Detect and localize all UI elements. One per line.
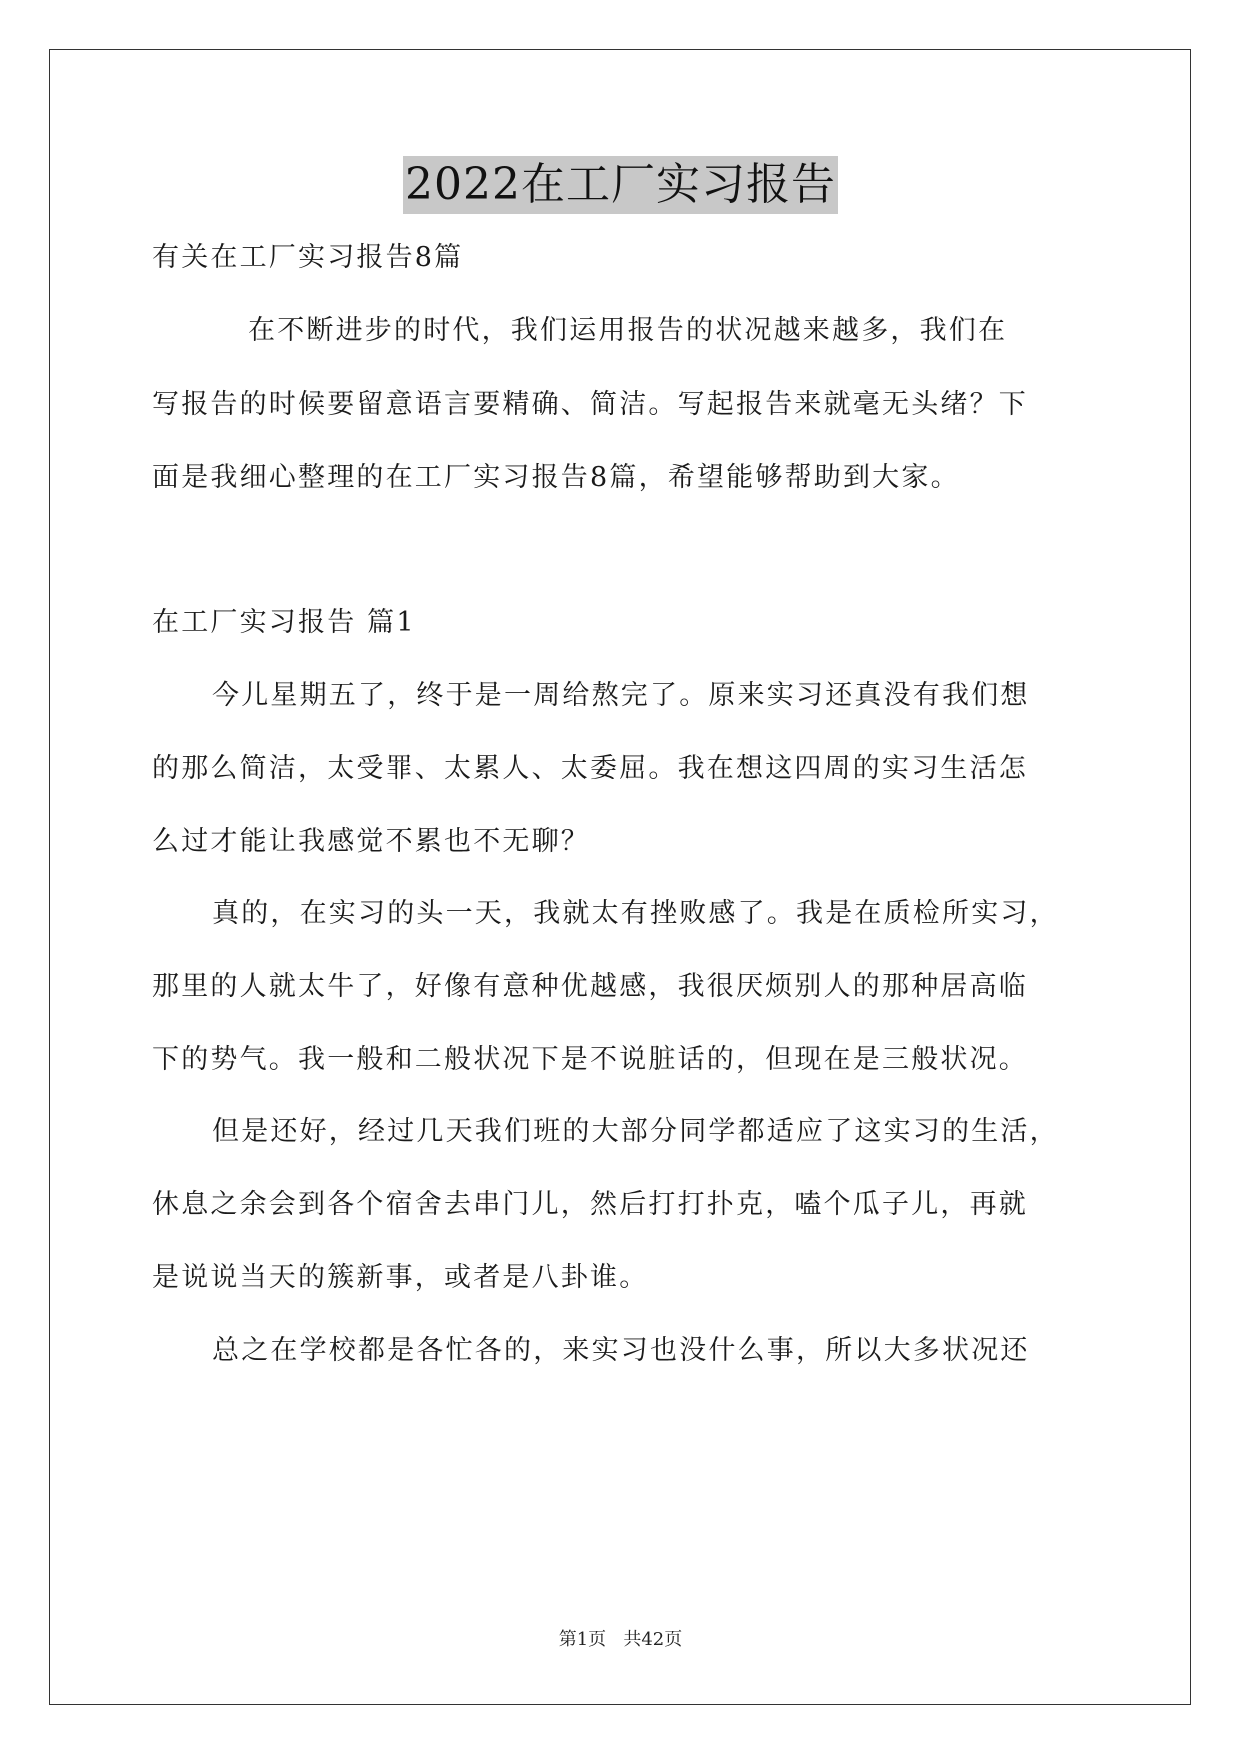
document-subtitle: 有关在工厂实习报告8篇 [152, 242, 464, 273]
intro-line: 在不断进步的时代，我们运用报告的状况越来越多，我们在 [248, 315, 1008, 346]
paragraph-line: 今儿星期五了，终于是一周给熬完了。原来实习还真没有我们想 [212, 680, 1030, 711]
page-footer: 第1页 共42页 [558, 1629, 683, 1650]
intro-line: 写报告的时候要留意语言要精确、简洁。写起报告来就毫无头绪？下 [152, 389, 1028, 420]
section-heading: 在工厂实习报告 篇1 [152, 607, 416, 638]
paragraph-line: 下的势气。我一般和二般状况下是不说脏话的，但现在是三般状况。 [152, 1044, 1028, 1075]
paragraph-line: 休息之余会到各个宿舍去串门儿，然后打打扑克，嗑个瓜子儿，再就 [152, 1189, 1028, 1220]
paragraph-line: 但是还好，经过几天我们班的大部分同学都适应了这实习的生活， [212, 1116, 1059, 1147]
document-title: 2022在工厂实习报告 [403, 156, 838, 214]
page-border [49, 49, 1191, 1705]
title-container [0, 156, 1241, 214]
paragraph-line: 那里的人就太牛了，好像有意种优越感，我很厌烦别人的那种居高临 [152, 971, 1028, 1002]
intro-line: 面是我细心整理的在工厂实习报告8篇，希望能够帮助到大家。 [152, 462, 960, 493]
paragraph-line: 总之在学校都是各忙各的，来实习也没什么事，所以大多状况还 [212, 1335, 1030, 1366]
paragraph-line: 么过才能让我感觉不累也不无聊？ [152, 826, 590, 857]
paragraph-line: 的那么简洁，太受罪、太累人、太委屈。我在想这四周的实习生活怎 [152, 753, 1028, 784]
paragraph-line: 是说说当天的簇新事，或者是八卦谁。 [152, 1262, 649, 1293]
paragraph-line: 真的，在实习的头一天，我就太有挫败感了。我是在质检所实习， [212, 898, 1059, 929]
